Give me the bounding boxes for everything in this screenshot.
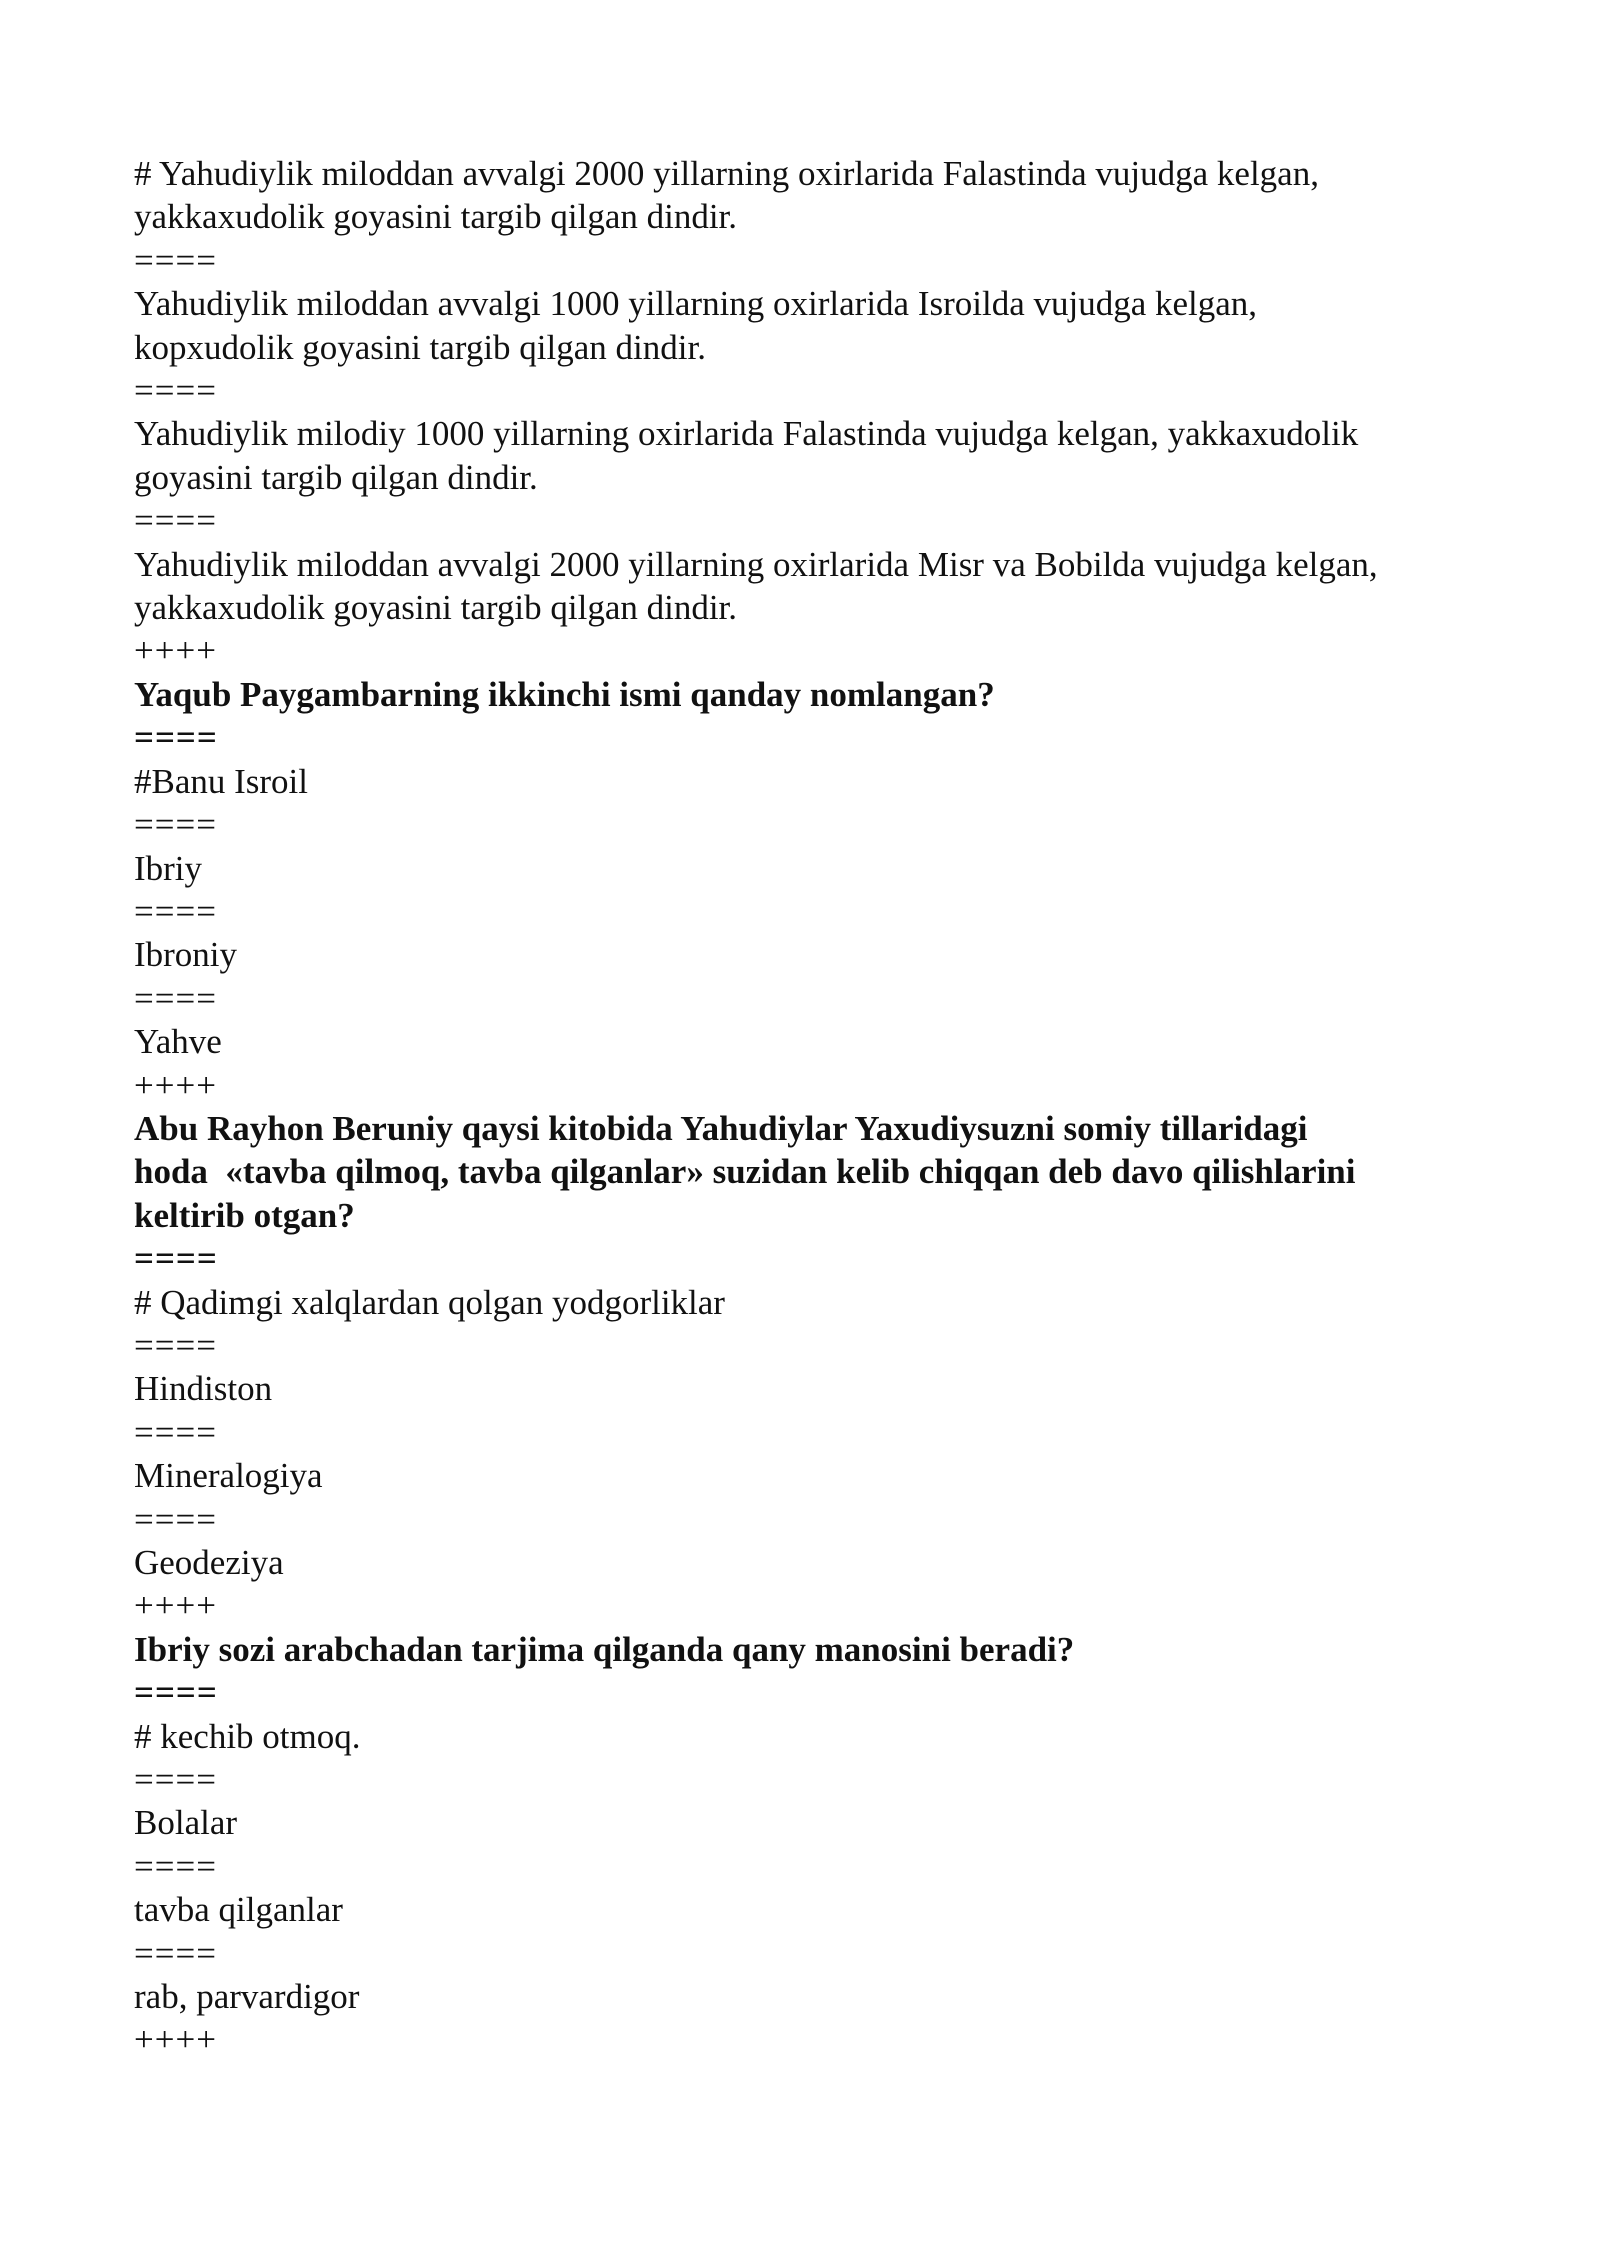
separator-line: ==== [134, 501, 217, 541]
separator-line: ==== [134, 1933, 217, 1973]
answer-line: Yahudiylik milodiy 1000 yillarning oxirlarida Falastinda vujudga kelgan, yakkaxudolik [134, 414, 1359, 454]
separator-line: ==== [134, 1239, 218, 1279]
answer-line: Yahve [134, 1022, 222, 1062]
question-line: Ibriy sozi arabchadan tarjima qilganda qany manosini beradi? [134, 1629, 1075, 1669]
separator-line: ==== [134, 240, 217, 280]
separator-line: ==== [134, 1846, 217, 1886]
question-line: Yaqub Paygambarning ikkinchi ismi qanday nomlangan? [134, 674, 995, 714]
answer-line: tavba qilganlar [134, 1890, 343, 1930]
answer-line: yakkaxudolik goyasini targib qilgan dindir. [134, 588, 738, 628]
answer-line: Ibroniy [134, 935, 238, 975]
answer-line: Hindiston [134, 1369, 273, 1409]
separator-line: ++++ [134, 1586, 217, 1626]
answer-line: # Yahudiylik miloddan avvalgi 2000 yillarning oxirlarida Falastinda vujudga kelgan, [134, 154, 1319, 193]
answer-line: #Banu Isroil [134, 761, 309, 801]
question-line: hoda «tavba qilmoq, tavba qilganlar» suzidan kelib chiqqan deb davo qilishlarini [134, 1152, 1356, 1192]
answer-line: # kechib otmoq. [134, 1716, 361, 1756]
separator-line: ++++ [134, 631, 217, 671]
answer-line: # Qadimgi xalqlardan qolgan yodgorliklar [134, 1282, 725, 1322]
answer-line: Yahudiylik miloddan avvalgi 2000 yillarning oxirlarida Misr va Bobilda vujudga kelgan, [134, 544, 1378, 584]
answer-line: Mineralogiya [134, 1456, 323, 1496]
answer-line: rab, parvardigor [134, 1977, 360, 2017]
separator-line: ==== [134, 891, 217, 931]
separator-line: ==== [134, 805, 217, 845]
answer-line: goyasini targib qilgan dindir. [134, 457, 538, 497]
answer-line: Bolalar [134, 1803, 238, 1843]
answer-line: Yahudiylik miloddan avvalgi 1000 yillarning oxirlarida Isroilda vujudga kelgan, [134, 284, 1258, 324]
separator-line: ==== [134, 1412, 217, 1452]
separator-line: ==== [134, 371, 217, 411]
answer-line: kopxudolik goyasini targib qilgan dindir. [134, 327, 706, 367]
separator-line: ==== [134, 1499, 217, 1539]
separator-line: ++++ [134, 2020, 217, 2060]
question-line: keltirib otgan? [134, 1195, 355, 1235]
answer-line: Geodeziya [134, 1543, 284, 1582]
separator-line: ==== [134, 1325, 217, 1365]
separator-line: ==== [134, 718, 218, 758]
separator-line: ==== [134, 978, 217, 1018]
answer-line: Ibriy [134, 848, 203, 888]
document-body [134, 152, 1494, 2062]
answer-line: yakkaxudolik goyasini targib qilgan dindir. [134, 197, 738, 237]
separator-line: ++++ [134, 1065, 217, 1105]
separator-line: ==== [134, 1673, 218, 1713]
separator-line: ==== [134, 1760, 217, 1800]
question-line: Abu Rayhon Beruniy qaysi kitobida Yahudiylar Yaxudiysuzni somiy tillaridagi [134, 1108, 1308, 1148]
